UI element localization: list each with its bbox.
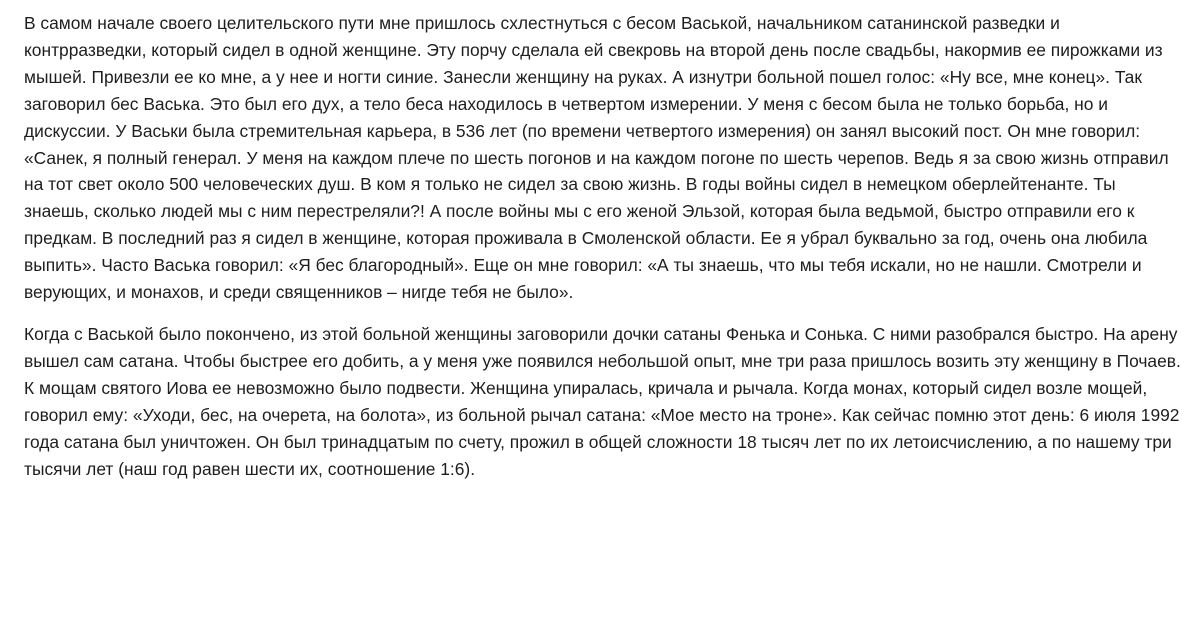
article-text	[24, 10, 1184, 482]
paragraph-1: В самом начале своего целительского пути мне пришлось схлестнуться с бесом Васькой, начальником сатанинской разведки и контрразведки, который сидел в одной женщине. Эту порчу сделала ей свекровь на второй день после свадьбы, накормив ее пирожками из мышей. Привезли ее ко мне, а у нее и ногти синие. Занесли женщину на руках. А изнутри больной пошел голос: «Ну все, мне конец». Так заговорил бес Васька. Это был его дух, а тело беса находилось в четвертом измерении. У меня с бесом была не только борьба, но и дискуссии. У Васьки была стремительная карьера, в 536 лет (по времени четвертого измерения) он занял высокий пост. Он мне говорил: «Санек, я полный генерал. У меня на каждом плече по шесть погонов и на каждом погоне по шесть черепов. Ведь я за свою жизнь отправил на тот свет около 500 человеческих душ. В ком я только не сидел за свою жизнь. В годы войны сидел в немецком оберлейтенанте. Ты знаешь, сколько людей мы с ним перестреляли?! А после войны мы с его женой Эльзой, которая была ведьмой, быстро отправили его к предкам. В последний раз я сидел в женщине, которая проживала в Смоленской области. Ее я убрал буквально за год, очень она любила выпить». Часто Васька говорил: «Я бес благородный». Еще он мне говорил: «А ты знаешь, что мы тебя искали, но не нашли. Смотрели и верующих, и монахов, и среди священников – нигде тебя не было».	[24, 13, 1169, 303]
paragraph-2: Когда с Васькой было покончено, из этой больной женщины заговорили дочки сатаны Фенька и Сонька. С ними разобрался быстро. На арену вышел сам сатана. Чтобы быстрее его добить, а у меня уже появился небольшой опыт, мне три раза пришлось возить эту женщину в Почаев. К мощам святого Иова ее невозможно было подвести. Женщина упиралась, кричала и рычала. Когда монах, который сидел возле мощей, говорил ему: «Уходи, бес, на очерета, на болота», из больной рычал сатана: «Мое место на троне». Как сейчас помню этот день: 6 июля 1992 года сатана был уничтожен. Он был тринадцатым по счету, прожил в общей сложности 18 тысяч лет по их летоисчислению, а по нашему три тысячи лет (наш год равен шести их, соотношение 1:6).	[24, 323, 1181, 479]
